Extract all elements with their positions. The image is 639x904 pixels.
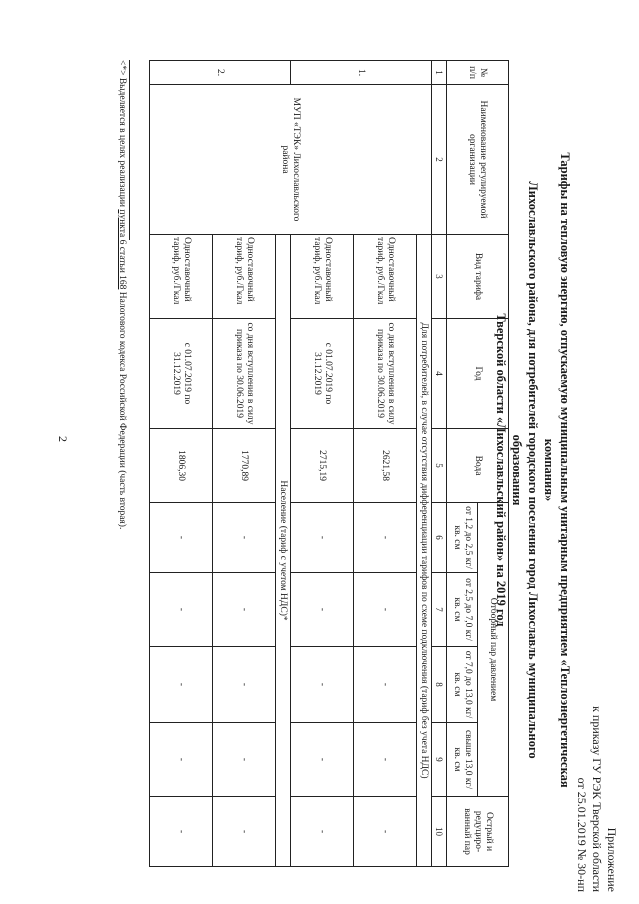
header-pressure-4: свыше 13,0 кг/кв. см <box>447 723 478 797</box>
pressure-4-cell: - <box>354 723 417 797</box>
appendix-line-1: Приложение <box>605 827 619 892</box>
pressure-1-cell: - <box>291 503 354 573</box>
pressure-2-cell: - <box>213 573 276 647</box>
pressure-1-cell: - <box>213 503 276 573</box>
pressure-3-cell: - <box>291 647 354 723</box>
pressure-2-cell: - <box>354 573 417 647</box>
tariff-table <box>149 60 509 867</box>
header-org: Наименование регулируемой организации <box>447 85 509 235</box>
col-number: 7 <box>432 573 447 647</box>
section-label-1: Для потребителей, в случае отсутствия дифференциации тарифов по схеме подключения (тариф без учета НДС) <box>417 235 432 867</box>
appendix-line-3: от 25.01.2019 № 30-нп <box>575 777 589 892</box>
header-pressure-3: от 7,0 до 13,0 кг/кв. см <box>447 647 478 723</box>
header-water: Вода <box>447 429 509 503</box>
col-number: 1 <box>432 61 447 85</box>
page-number: 2 <box>56 436 70 442</box>
pressure-4-cell: - <box>150 723 213 797</box>
pressure-1-cell: - <box>354 503 417 573</box>
header-sharp-steam: Острый и редуциро-ванный пар <box>447 797 509 867</box>
tariff-type-cell: Одноставочный тариф, руб./Гкал <box>150 235 213 319</box>
organization-name: МУП «ТЭК» Лихославльского района <box>150 85 432 235</box>
appendix-line-2: к приказу ГУ РЭК Тверской области <box>590 706 604 892</box>
year-cell: со дня вступления в силу приказа по 30.06.2019 <box>354 319 417 429</box>
footnote-law-link: пункта 6 статьи 168 <box>117 209 127 290</box>
header-num: № п/п <box>447 61 509 85</box>
col-number: 9 <box>432 723 447 797</box>
col-number: 6 <box>432 503 447 573</box>
year-cell: с 01.07.2019 по 31.12.2019 <box>291 319 354 429</box>
water-cell: 2621,58 <box>354 429 417 503</box>
header-steam-group: Отборный пар давлением <box>478 503 509 797</box>
col-number: 5 <box>432 429 447 503</box>
pressure-4-cell: - <box>291 723 354 797</box>
header-tariff-type: Вид тарифа <box>447 235 509 319</box>
title-line-2: Лихославльского района, для потребителей городского поселения город Лихославль муниципального образования <box>510 181 540 759</box>
title-line-1: Тарифы на тепловую энергию, отпускаемую муниципальным унитарным предприятием «Теплоэнергетическая компания» <box>542 152 572 788</box>
sharp-steam-cell: - <box>354 797 417 867</box>
header-pressure-1: от 1,2 до 2,5 кг/кв. см <box>447 503 478 573</box>
column-number-row <box>432 61 447 867</box>
appendix-block <box>574 706 619 892</box>
pressure-3-cell: - <box>354 647 417 723</box>
col-number: 4 <box>432 319 447 429</box>
col-number: 2 <box>432 85 447 235</box>
section-label-2: Население (тариф с учетом НДС)* <box>276 235 291 867</box>
title-line-3: Тверской области «Лихославльский район» на 2019 год <box>494 313 508 627</box>
footnote-text-before: <*> Выделяется в целях реализации <box>117 60 127 210</box>
pressure-4-cell: - <box>213 723 276 797</box>
header-row <box>478 61 509 867</box>
tariff-type-cell: Одноставочный тариф, руб./Гкал <box>354 235 417 319</box>
pressure-1-cell: - <box>150 503 213 573</box>
col-number: 8 <box>432 647 447 723</box>
sharp-steam-cell: - <box>213 797 276 867</box>
section-row-1 <box>417 61 432 867</box>
water-cell: 1806,30 <box>150 429 213 503</box>
tariff-type-cell: Одноставочный тариф, руб./Гкал <box>291 235 354 319</box>
header-year: Год <box>447 319 509 429</box>
footnote-text-after: Налогового кодекса Российской Федерации (часть вторая). <box>117 289 127 530</box>
group-number-2: 2. <box>150 61 291 85</box>
water-cell: 2715,19 <box>291 429 354 503</box>
year-cell: с 01.07.2019 по 31.12.2019 <box>150 319 213 429</box>
pressure-2-cell: - <box>291 573 354 647</box>
group-number-1: 1. <box>291 61 432 85</box>
water-cell: 1770,89 <box>213 429 276 503</box>
sharp-steam-cell: - <box>291 797 354 867</box>
tariff-type-cell: Одноставочный тариф, руб./Гкал <box>213 235 276 319</box>
footnote <box>117 60 127 529</box>
pressure-2-cell: - <box>150 573 213 647</box>
col-number: 3 <box>432 235 447 319</box>
pressure-3-cell: - <box>213 647 276 723</box>
sharp-steam-cell: - <box>150 797 213 867</box>
pressure-3-cell: - <box>150 647 213 723</box>
col-number: 10 <box>432 797 447 867</box>
footnote-divider <box>129 60 130 240</box>
header-pressure-2: от 2,5 до 7,0 кг/кв. см <box>447 573 478 647</box>
year-cell: со дня вступления в силу приказа по 30.06.2019 <box>213 319 276 429</box>
